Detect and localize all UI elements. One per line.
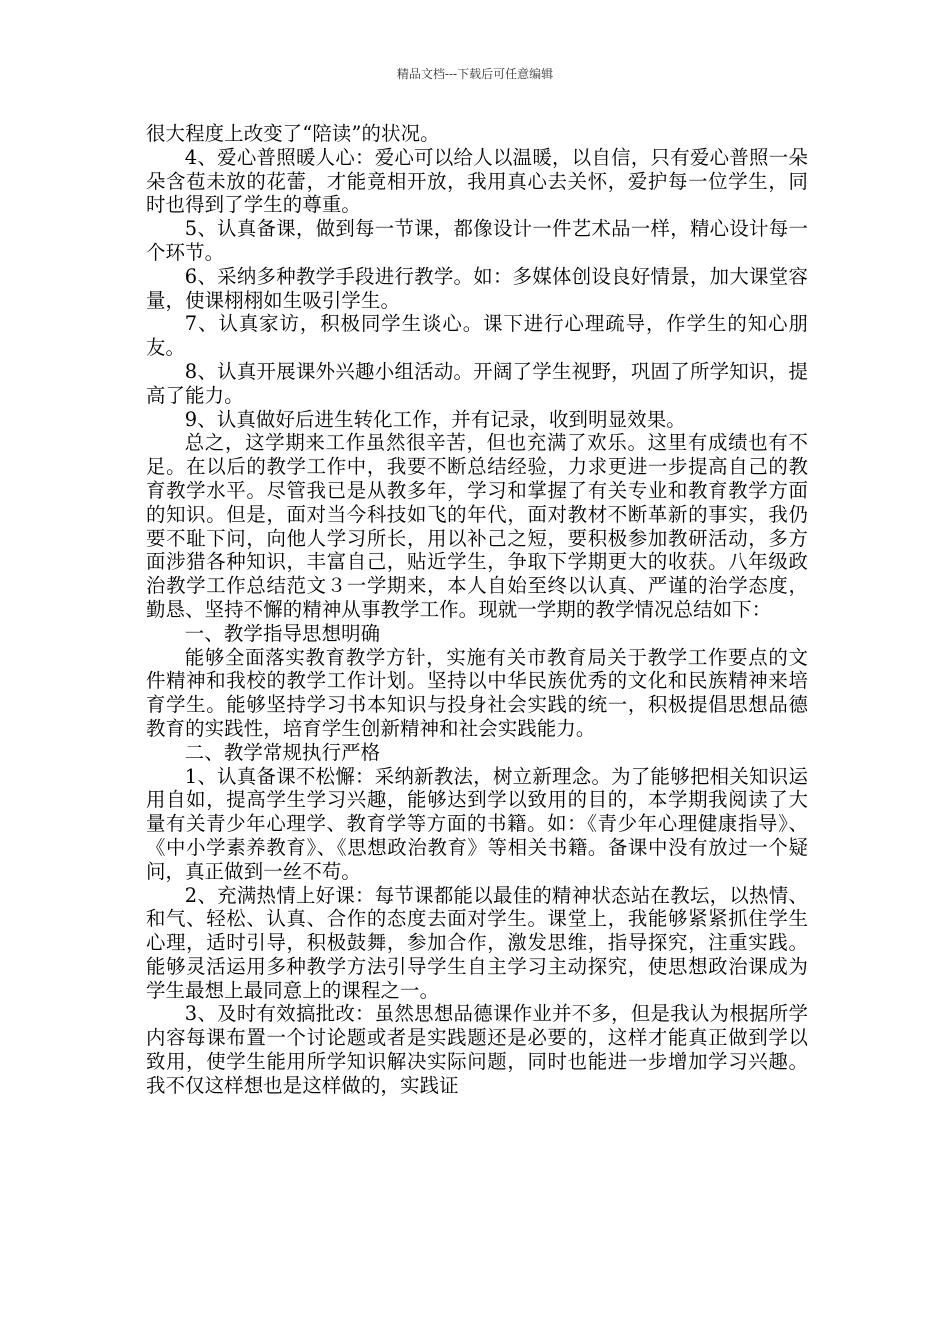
- section-heading-2: 二、教学常规执行严格: [184, 740, 381, 764]
- page-header: 精品文档---下载后可任意编辑: [396, 67, 554, 81]
- paragraph-5: 7、认真家访，积极同学生谈心。课下进行心理疏导，作学生的知心朋友。: [146, 312, 808, 360]
- paragraph-7: 9、认真做好后进生转化工作，并有记录，收到明显效果。: [184, 407, 686, 431]
- paragraph-8: 总之，这学期来工作虽然很辛苦，但也充满了欢乐。这里有成绩也有不足。在以后的教学工作中，我要不断总结经验，力求更进一步提高自己的教育教学水平。尽管我已是从教多年，学习和掌握了有关专业和教育教学方面的知识。但是，面对当今科技如飞的年代，面对教材不断革新的事实，我仍要不耻下问，向他人学习所长，用以补己之短，要积极参加教研活动，多方面涉猎各种知识，丰富自己，贴近学生，争取下学期更大的收获。八年级政治教学工作总结范文３一学期来，本人自始至终以认真、严谨的治学态度，勤恳、坚持不懈的精神从事教学工作。现就一学期的教学情况总结如下：: [146, 431, 808, 621]
- section-heading-1: 一、教学指导思想明确: [184, 621, 381, 645]
- paragraph-12: 3、及时有效搞批改：虽然思想品德课作业并不多，但是我认为根据所学内容每课布置一个讨论题或者是实践题还是必要的，这样才能真正做到学以致用，使学生能用所学知识解决实际问题，同时也能进一步增加学习兴趣。我不仅这样想也是这样做的，实践证: [146, 1002, 808, 1097]
- paragraph-4: 6、采纳多种教学手段进行教学。如：多媒体创设良好情景，加大课堂容量，使课栩栩如生吸引学生。: [146, 264, 808, 312]
- paragraph-3: 5、认真备课，做到每一节课，都像设计一件艺术品一样，精心设计每一个环节。: [146, 217, 808, 264]
- paragraph-6: 8、认真开展课外兴趣小组活动。开阔了学生视野，巩固了所学知识，提高了能力。: [146, 359, 808, 407]
- paragraph-9: 能够全面落实教育教学方针，实施有关市教育局关于教学工作要点的文件精神和我校的教学工作计划。坚持以中华民族优秀的文化和民族精神来培育学生。能够坚持学习书本知识与投身社会实践的统一，积极提倡思想品德教育的实践性，培育学生创新精神和社会实践能力。: [146, 645, 808, 740]
- paragraph-2: 4、爱心普照暖人心：爱心可以给人以温暖，以自信，只有爱心普照一朵朵含苞未放的花蕾，才能竟相开放，我用真心去关怀，爱护每一位学生，同时也得到了学生的尊重。: [146, 145, 808, 217]
- paragraph-11: 2、充满热情上好课：每节课都能以最佳的精神状态站在教坛，以热情、和气、轻松、认真、合作的态度去面对学生。课堂上，我能够紧紧抓住学生心理，适时引导，积极鼓舞，参加合作，激发思维，指导探究，注重实践。能够灵活运用多种教学方法引导学生自主学习主动探究，使思想政治课成为学生最想上最同意上的课程之一。: [146, 883, 808, 1002]
- paragraph-1: 很大程度上改变了“陪读”的状况。: [146, 122, 440, 145]
- paragraph-10: 1、认真备课不松懈：采纳新教法，树立新理念。为了能够把相关知识运用自如，提高学生学习兴趣，能够达到学以致用的目的，本学期我阅读了大量有关青少年心理学、教育学等方面的书籍。如：《青少年心理健康指导》、《中小学素养教育》、《思想政治教育》等相关书籍。备课中没有放过一个疑问，真正做到一丝不苟。: [146, 764, 808, 883]
- document-body: [146, 122, 808, 1098]
